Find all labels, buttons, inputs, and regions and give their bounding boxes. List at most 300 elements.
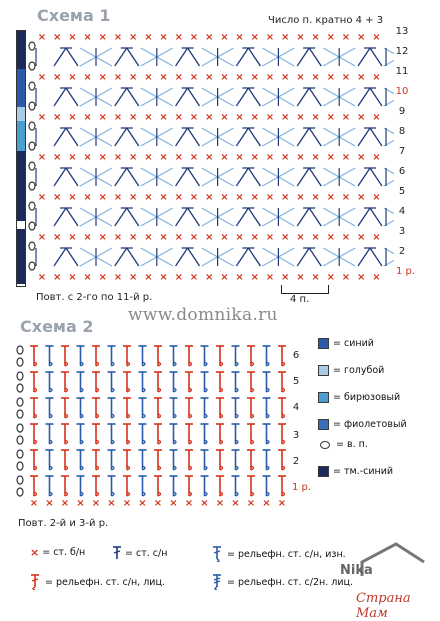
- sc-mark: ×: [220, 72, 229, 83]
- dc-stitch: [176, 208, 188, 226]
- dc-stitch: [115, 48, 127, 66]
- sc-mark: ×: [235, 272, 244, 283]
- sc-mark: ×: [189, 112, 199, 123]
- sc-mark: ×: [205, 192, 214, 203]
- sc-mark: ×: [311, 272, 320, 283]
- dc-stitch: [297, 88, 309, 106]
- row-number-4: 4: [398, 206, 406, 217]
- dc-stitch: [248, 208, 260, 226]
- sc-mark: ×: [159, 152, 168, 163]
- dc-stitch: [115, 88, 127, 106]
- dc-stitch: [309, 88, 321, 106]
- color-bar-seg-dark-top: [17, 31, 25, 69]
- sc-mark: ×: [265, 32, 275, 43]
- dc-stitch: [236, 128, 248, 146]
- color-bar-seg-blue: [17, 69, 25, 107]
- chain-stitch-icon: [320, 441, 330, 449]
- legend-light-blue: [318, 365, 384, 376]
- sc-mark: ×: [83, 192, 92, 203]
- dc-stitch: [248, 248, 260, 266]
- sc-mark: ×: [357, 72, 366, 83]
- sc-mark: ×: [341, 192, 351, 203]
- sc-mark: ×: [357, 192, 366, 203]
- sc-mark: ×: [296, 272, 305, 283]
- sc-mark: ×: [159, 32, 168, 43]
- dc-stitch: [248, 88, 260, 106]
- row-number-11: 11: [395, 66, 409, 77]
- sc-mark: ×: [205, 72, 214, 83]
- sc-mark: ×: [311, 192, 320, 203]
- sc-mark: ×: [372, 32, 381, 43]
- sc-mark: ×: [326, 32, 335, 43]
- sc-mark: ×: [250, 152, 259, 163]
- row-number-5: 5: [398, 186, 406, 197]
- sc-mark: ×: [169, 498, 178, 509]
- legend-blue: [318, 338, 374, 349]
- sc-mark: ×: [326, 232, 335, 243]
- sc-mark: ×: [174, 32, 183, 43]
- sc-mark: ×: [189, 32, 199, 43]
- color-bar-seg-teal: [17, 121, 25, 151]
- sc-mark: ×: [174, 192, 183, 203]
- sc-mark: ×: [98, 112, 107, 123]
- sc-mark: ×: [235, 192, 244, 203]
- dc-stitch: [370, 208, 382, 226]
- sc-mark: ×: [250, 32, 259, 43]
- sc-mark: ×: [189, 72, 199, 83]
- sc-mark: ×: [265, 232, 275, 243]
- dc-stitch: [309, 48, 321, 66]
- legend-sc: [30, 546, 85, 559]
- dc-stitch: [370, 168, 382, 186]
- sc-mark: ×: [159, 192, 168, 203]
- swatch-dark-blue: [318, 466, 329, 477]
- swatch-light-blue: [318, 365, 329, 376]
- dc-stitch: [66, 128, 78, 146]
- sc-mark: ×: [296, 192, 305, 203]
- sc-mark: ×: [153, 498, 163, 509]
- sc-mark: ×: [53, 32, 62, 43]
- sc-mark: ×: [189, 232, 199, 243]
- dc-stitch: [127, 248, 139, 266]
- repeat-bracket: [281, 285, 329, 294]
- dc-stitch: [236, 208, 248, 226]
- legend-relief-front-label: = рельефн. ст. с/н, лиц.: [45, 576, 165, 588]
- sc-mark: ×: [76, 498, 85, 509]
- sc-mark: ×: [265, 72, 275, 83]
- sc-mark: ×: [357, 232, 366, 243]
- dc-stitch: [54, 88, 66, 106]
- sc-mark: ×: [91, 498, 101, 509]
- dc-stitch: [54, 208, 66, 226]
- color-bar: [16, 30, 26, 287]
- sc-mark: ×: [98, 232, 107, 243]
- sc-mark: ×: [372, 232, 381, 243]
- sc-mark: ×: [220, 192, 229, 203]
- dc-stitch: [66, 88, 78, 106]
- row-number-9: 9: [398, 106, 406, 117]
- sc-mark: ×: [235, 32, 244, 43]
- sc-mark: ×: [250, 272, 259, 283]
- sc-mark: ×: [37, 192, 47, 203]
- sc-mark: ×: [296, 72, 305, 83]
- sc-mark: ×: [372, 72, 381, 83]
- sc-mark: ×: [113, 112, 123, 123]
- dc-stitch: [127, 88, 139, 106]
- color-bar-seg-dark-mid: [17, 151, 25, 221]
- sc-mark: ×: [98, 32, 107, 43]
- relief-front-icon: [30, 574, 42, 590]
- dc-stitch: [358, 88, 370, 106]
- legend-turquoise-label: = бирюзовый: [333, 392, 401, 403]
- sc-mark: ×: [220, 152, 229, 163]
- chain-stitch: [29, 42, 35, 50]
- swatch-turquoise: [318, 392, 329, 403]
- sc-mark: ×: [68, 152, 77, 163]
- sc-mark: ×: [235, 152, 244, 163]
- sc-mark: ×: [205, 112, 214, 123]
- dc-symbol-icon: [112, 546, 122, 560]
- sc-mark: ×: [98, 272, 107, 283]
- sc-mark: ×: [281, 192, 290, 203]
- sc-mark: ×: [277, 498, 287, 509]
- dc-stitch: [370, 248, 382, 266]
- row-number-1: 1 р.: [396, 266, 416, 277]
- dc-stitch: [358, 48, 370, 66]
- chain-stitch: [17, 358, 23, 366]
- dc-stitch: [309, 208, 321, 226]
- sc-mark: ×: [37, 32, 47, 43]
- sc-mark: ×: [113, 272, 123, 283]
- dc-stitch: [297, 208, 309, 226]
- sc-mark: ×: [68, 112, 77, 123]
- dc-stitch: [358, 248, 370, 266]
- sc-mark: ×: [341, 72, 351, 83]
- sc-mark: ×: [189, 152, 199, 163]
- strana-mam-watermark: Страна Мам: [356, 591, 411, 621]
- sc-mark: ×: [341, 152, 351, 163]
- row-number-12: 12: [395, 46, 409, 57]
- sc-mark: ×: [262, 498, 271, 509]
- dc-stitch: [309, 168, 321, 186]
- dc-stitch: [188, 48, 200, 66]
- sc-mark: ×: [265, 192, 275, 203]
- dc-stitch: [297, 168, 309, 186]
- legend-relief-half: [212, 574, 353, 590]
- sc-mark: ×: [159, 112, 168, 123]
- sc-mark: ×: [205, 272, 214, 283]
- sc-mark: ×: [174, 112, 183, 123]
- dc-stitch: [236, 168, 248, 186]
- sc-mark: ×: [29, 498, 39, 509]
- dc-stitch: [115, 168, 127, 186]
- dc-stitch: [66, 248, 78, 266]
- sc-mark: ×: [159, 272, 168, 283]
- legend-violet: [318, 419, 407, 430]
- sc-symbol-icon: ×: [30, 546, 40, 559]
- dc-stitch: [358, 208, 370, 226]
- sc-mark: ×: [129, 152, 138, 163]
- sc-mark: ×: [113, 232, 123, 243]
- sc-mark: ×: [235, 72, 244, 83]
- sc-mark: ×: [129, 112, 138, 123]
- scheme2-chart: [16, 340, 288, 510]
- chain-stitch: [17, 410, 23, 418]
- website-url: www.domnika.ru: [128, 305, 278, 325]
- sc-mark: ×: [144, 112, 153, 123]
- s2-row-number-5: 5: [292, 376, 300, 387]
- chain-stitch: [29, 242, 35, 250]
- row-number-10: 10: [395, 86, 409, 97]
- sc-mark: ×: [372, 272, 381, 283]
- sc-mark: ×: [83, 112, 92, 123]
- relief-back-icon: [212, 546, 224, 562]
- sc-mark: ×: [53, 192, 62, 203]
- dc-stitch: [370, 88, 382, 106]
- legend-relief-back-label: = рельефн. ст. с/н, изн.: [227, 548, 346, 560]
- sc-mark: ×: [281, 32, 290, 43]
- sc-mark: ×: [246, 498, 256, 509]
- sc-mark: ×: [296, 232, 305, 243]
- dc-stitch: [188, 168, 200, 186]
- sc-mark: ×: [220, 112, 229, 123]
- row-number-13: 13: [395, 26, 409, 37]
- sc-mark: ×: [220, 272, 229, 283]
- s2-row-number-2: 2: [292, 456, 300, 467]
- sc-mark: ×: [174, 272, 183, 283]
- color-bar-seg-dark-bottom: [17, 229, 25, 284]
- sc-mark: ×: [326, 152, 335, 163]
- dc-stitch: [297, 128, 309, 146]
- repeat-width-label: 4 п.: [290, 294, 310, 305]
- sc-mark: ×: [205, 232, 214, 243]
- dc-stitch: [309, 248, 321, 266]
- sc-mark: ×: [326, 72, 335, 83]
- sc-mark: ×: [37, 72, 47, 83]
- sc-mark: ×: [357, 272, 366, 283]
- s2-row-number-1: 1 р.: [292, 482, 312, 493]
- dc-stitch: [248, 128, 260, 146]
- legend-violet-label: = фиолетовый: [333, 419, 407, 430]
- dc-stitch: [297, 48, 309, 66]
- chain-stitch: [17, 488, 23, 496]
- chain-stitch: [17, 462, 23, 470]
- row-number-3: 3: [398, 226, 406, 237]
- dc-stitch: [66, 208, 78, 226]
- sc-mark: ×: [341, 232, 351, 243]
- row-number-7: 7: [398, 146, 406, 157]
- legend-chain-label: = в. п.: [336, 439, 368, 450]
- dc-stitch: [236, 48, 248, 66]
- dc-stitch: [176, 128, 188, 146]
- dc-stitch: [248, 168, 260, 186]
- sc-mark: ×: [311, 112, 320, 123]
- dc-stitch: [54, 168, 66, 186]
- sc-mark: ×: [83, 32, 92, 43]
- sc-mark: ×: [220, 32, 229, 43]
- dc-stitch: [358, 168, 370, 186]
- dc-stitch: [309, 128, 321, 146]
- sc-mark: ×: [372, 152, 381, 163]
- legend-dark-blue-label: = тм.-синий: [333, 466, 394, 477]
- sc-mark: ×: [205, 152, 214, 163]
- sc-mark: ×: [45, 498, 54, 509]
- sc-mark: ×: [107, 498, 116, 509]
- legend-relief-half-label: = рельефн. ст. с/2н. лиц.: [227, 576, 353, 588]
- sc-mark: ×: [174, 152, 183, 163]
- sc-mark: ×: [357, 112, 366, 123]
- dc-stitch: [370, 128, 382, 146]
- sc-mark: ×: [265, 112, 275, 123]
- sc-mark: ×: [122, 498, 132, 509]
- dc-stitch: [236, 88, 248, 106]
- sc-mark: ×: [296, 112, 305, 123]
- sc-mark: ×: [98, 72, 107, 83]
- s2-row-number-4: 4: [292, 402, 300, 413]
- legend-sc-label: = ст. б/н: [42, 547, 86, 558]
- dc-stitch: [115, 208, 127, 226]
- dc-stitch: [188, 208, 200, 226]
- legend-dc-label: = ст. с/н: [125, 547, 168, 559]
- dc-stitch: [54, 128, 66, 146]
- dc-stitch: [66, 168, 78, 186]
- sc-mark: ×: [311, 72, 320, 83]
- dc-stitch: [370, 48, 382, 66]
- sc-mark: ×: [83, 72, 92, 83]
- dc-stitch: [297, 248, 309, 266]
- sc-mark: ×: [311, 32, 320, 43]
- sc-mark: ×: [37, 272, 47, 283]
- chain-stitch: [29, 162, 35, 170]
- dc-stitch: [115, 128, 127, 146]
- chain-stitch: [17, 398, 23, 406]
- chain-stitch: [29, 222, 35, 230]
- dc-stitch: [248, 48, 260, 66]
- dc-stitch: [188, 88, 200, 106]
- sc-mark: ×: [159, 72, 168, 83]
- dc-stitch: [127, 48, 139, 66]
- dc-stitch: [188, 128, 200, 146]
- sc-mark: ×: [205, 32, 214, 43]
- sc-mark: ×: [341, 112, 351, 123]
- relief-half-icon: [212, 574, 224, 590]
- sc-mark: ×: [138, 498, 147, 509]
- sc-mark: ×: [357, 32, 366, 43]
- scheme1-chart: [28, 26, 394, 288]
- sc-mark: ×: [68, 232, 77, 243]
- scheme1-title: Схема 1: [37, 6, 111, 25]
- sc-mark: ×: [200, 498, 209, 509]
- sc-mark: ×: [68, 72, 77, 83]
- chain-stitch: [29, 142, 35, 150]
- sc-mark: ×: [174, 72, 183, 83]
- sc-mark: ×: [144, 32, 153, 43]
- dc-stitch: [176, 248, 188, 266]
- dc-stitch: [176, 168, 188, 186]
- legend-chain: [318, 439, 368, 450]
- chain-stitch: [17, 476, 23, 484]
- sc-mark: ×: [159, 232, 168, 243]
- sc-mark: ×: [372, 192, 381, 203]
- dc-stitch: [115, 248, 127, 266]
- sc-mark: ×: [53, 152, 62, 163]
- sc-mark: ×: [83, 152, 92, 163]
- sc-mark: ×: [129, 272, 138, 283]
- sc-mark: ×: [296, 32, 305, 43]
- scheme2-title: Схема 2: [20, 317, 94, 336]
- sc-mark: ×: [144, 152, 153, 163]
- sc-mark: ×: [250, 232, 259, 243]
- sc-mark: ×: [341, 272, 351, 283]
- row-number-8: 8: [398, 126, 406, 137]
- sc-mark: ×: [37, 152, 47, 163]
- dc-stitch: [176, 88, 188, 106]
- dc-stitch: [127, 128, 139, 146]
- sc-mark: ×: [113, 72, 123, 83]
- sc-mark: ×: [129, 72, 138, 83]
- sc-mark: ×: [341, 32, 351, 43]
- chain-stitch: [29, 262, 35, 270]
- sc-mark: ×: [311, 152, 320, 163]
- sc-mark: ×: [296, 152, 305, 163]
- dc-stitch: [358, 128, 370, 146]
- sc-mark: ×: [98, 192, 107, 203]
- legend-dc: [112, 546, 167, 560]
- chain-stitch: [17, 436, 23, 444]
- legend-turquoise: [318, 392, 400, 403]
- chain-stitch: [17, 450, 23, 458]
- dc-stitch: [127, 208, 139, 226]
- sc-mark: ×: [53, 72, 62, 83]
- dc-stitch: [176, 48, 188, 66]
- sc-mark: ×: [250, 192, 259, 203]
- sc-mark: ×: [129, 192, 138, 203]
- legend-blue-label: = синий: [333, 338, 374, 349]
- chain-stitch: [29, 122, 35, 130]
- sc-mark: ×: [326, 112, 335, 123]
- sc-mark: ×: [311, 232, 320, 243]
- chain-stitch: [17, 346, 23, 354]
- sc-mark: ×: [144, 232, 153, 243]
- chain-stitch: [29, 102, 35, 110]
- chain-stitch: [29, 202, 35, 210]
- sc-mark: ×: [113, 152, 123, 163]
- dc-stitch: [54, 248, 66, 266]
- sc-mark: ×: [265, 272, 275, 283]
- sc-mark: ×: [235, 232, 244, 243]
- sc-mark: ×: [281, 72, 290, 83]
- sc-mark: ×: [144, 192, 153, 203]
- color-bar-seg-white: [17, 221, 25, 229]
- dc-stitch: [188, 248, 200, 266]
- sc-mark: ×: [184, 498, 194, 509]
- sc-mark: ×: [83, 272, 92, 283]
- sc-mark: ×: [83, 232, 92, 243]
- sc-mark: ×: [68, 32, 77, 43]
- dc-stitch: [54, 48, 66, 66]
- scheme2-repeat-note: Повт. 2-й и 3-й р.: [18, 518, 109, 529]
- sc-mark: ×: [220, 232, 229, 243]
- nika-watermark: Nika: [340, 563, 373, 578]
- sc-mark: ×: [326, 192, 335, 203]
- sc-mark: ×: [68, 192, 77, 203]
- swatch-blue: [318, 338, 329, 349]
- dc-stitch: [66, 48, 78, 66]
- sc-mark: ×: [215, 498, 225, 509]
- sc-mark: ×: [129, 232, 138, 243]
- sc-mark: ×: [37, 112, 47, 123]
- sc-mark: ×: [235, 112, 244, 123]
